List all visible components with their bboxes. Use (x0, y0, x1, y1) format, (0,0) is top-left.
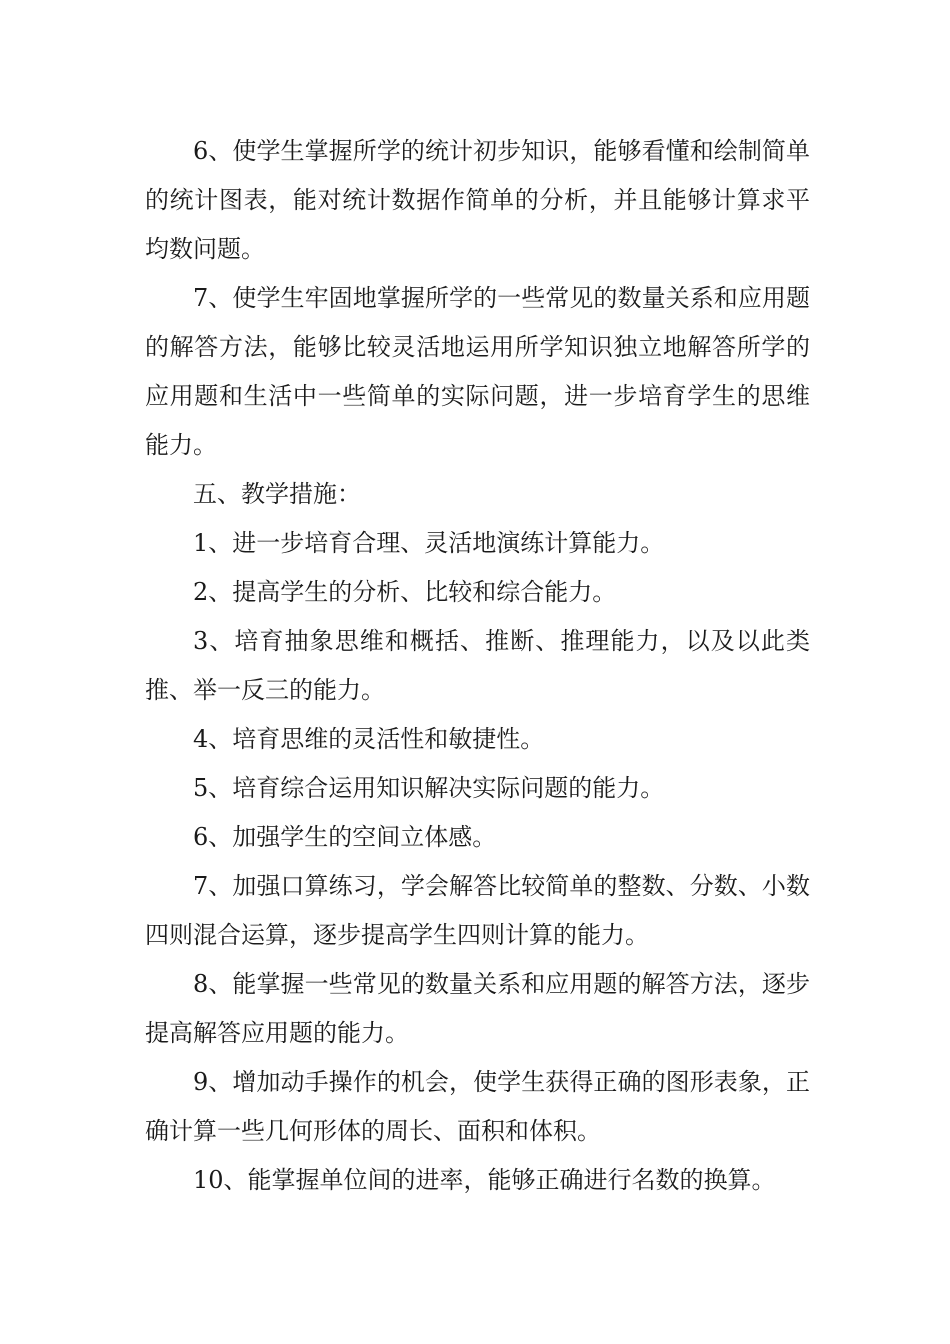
paragraph-measure-2: 2、提高学生的分析、比较和综合能力。 (193, 578, 617, 606)
paragraph-measure-1: 1、进一步培育合理、灵活地演练计算能力。 (193, 529, 665, 557)
paragraph-measure-4: 4、培育思维的灵活性和敏捷性。 (193, 725, 545, 753)
paragraph-measure-7: 7、加强口算练习，学会解答比较简单的整数、分数、小数四则混合运算，逐步提高学生四则计算的能力。 (145, 872, 810, 949)
paragraph-measure-10: 10、能掌握单位间的进率，能够正确进行名数的换算。 (193, 1166, 776, 1194)
paragraph-measure-5: 5、培育综合运用知识解决实际问题的能力。 (193, 774, 665, 802)
document-page (145, 127, 810, 1205)
paragraph-measure-6: 6、加强学生的空间立体感。 (193, 823, 497, 851)
paragraph-measure-9: 9、增加动手操作的机会，使学生获得正确的图形表象，正确计算一些几何形体的周长、面积和体积。 (145, 1068, 810, 1145)
paragraph-goal-7: 7、使学生牢固地掌握所学的一些常见的数量关系和应用题的解答方法，能够比较灵活地运用所学知识独立地解答所学的应用题和生活中一些简单的实际问题，进一步培育学生的思维能力。 (145, 284, 810, 459)
paragraph-measure-3: 3、培育抽象思维和概括、推断、推理能力，以及以此类推、举一反三的能力。 (145, 627, 810, 704)
paragraph-goal-6: 6、使学生掌握所学的统计初步知识，能够看懂和绘制简单的统计图表，能对统计数据作简单的分析，并且能够计算求平均数问题。 (145, 137, 810, 263)
paragraph-measure-8: 8、能掌握一些常见的数量关系和应用题的解答方法，逐步提高解答应用题的能力。 (145, 970, 810, 1047)
section-heading-teaching-measures: 五、教学措施： (193, 480, 361, 508)
